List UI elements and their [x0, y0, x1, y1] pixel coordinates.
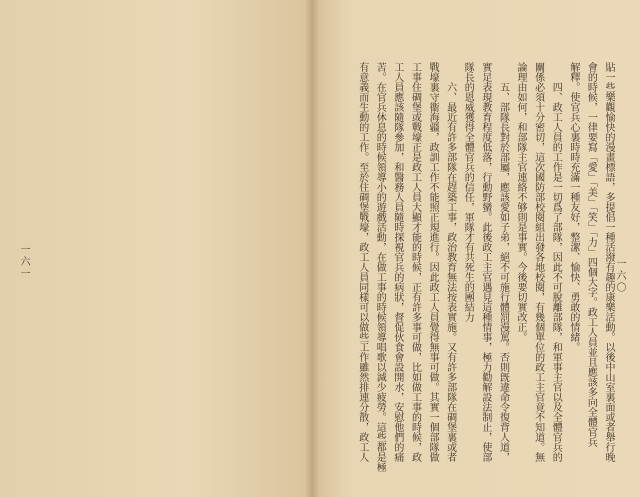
- text-column: 會的時候，一律要寫「愛」「美」「笑」「力」四個大字。政工人員並且應該多向全體官兵: [585, 62, 597, 447]
- text-column: 隊長的恩威獲得全體官兵的信任，軍隊才有共死生的團結力: [462, 62, 474, 322]
- text-column: 實足表現教育程度低落，行動野蠻。此後政工主官遇見這種情事，極力勸解設法制止，使部: [479, 62, 491, 462]
- page-number-right: 一六〇: [614, 258, 625, 294]
- page-number-left: 一六一: [18, 244, 29, 280]
- text-column: 貼一些樂觀愉快的漫畫標語，多提倡一種活潑有趣的康樂活動。以後中山室裏面或者舉行晚: [603, 62, 614, 462]
- text-column: 工人員應該隨隊參加，和醫務人員隨時探視官兵的病狀，督促伙食會設開水，安慰他們的痛: [391, 62, 403, 462]
- text-column: 關係必須十分密切，這次國防部校閱組出發各地校閱，有幾個單位的政工主官竟不知道。無: [532, 62, 544, 462]
- left-page: [0, 0, 312, 497]
- text-column: 五、部隊長對於部屬，應該愛如子弟，絕不可施行體罰漫罵。否則旣違命令復背人道，: [497, 82, 509, 462]
- right-page-text: [353, 62, 617, 482]
- book-gutter: [306, 0, 318, 497]
- text-column: 工事住碉堡或戰壕正是政工人員大顯才能的時候，正有許多事可做，比如做工事的時候，政: [409, 62, 421, 462]
- text-column: 苦。在官兵休息的時候領導小的遊戲活動，在做工事的時候領導唱歌以減少疲勞。這些都是極: [374, 62, 386, 472]
- text-column: 戰壕裏守衞海疆，政訓工作不能照正規進行。因此政工人員覺得無事可做。其實一個部隊做: [427, 62, 439, 462]
- text-column: 論理由如何，和部隊主官連絡不够則是事實。今後要切實改正。: [515, 62, 527, 342]
- text-column: 六、最近有許多部隊在趕築工事，政治教育無法按表實施。又有許多部隊在碉堡裏或者: [444, 82, 456, 462]
- text-column: 解釋。使官兵心裏時時充滿一種友好，整潔、愉快、勇敢的情緒。: [567, 62, 579, 352]
- text-column: 有意義而生動的工作。至於住碉堡戰壕，政工人員同樣可以做些工作雖然排連分散，政工人: [356, 62, 368, 462]
- text-column: 四、政工人員的工作是一切爲了部隊，因此不可脫離部隊，和軍事主官以及全體官兵的: [550, 82, 562, 462]
